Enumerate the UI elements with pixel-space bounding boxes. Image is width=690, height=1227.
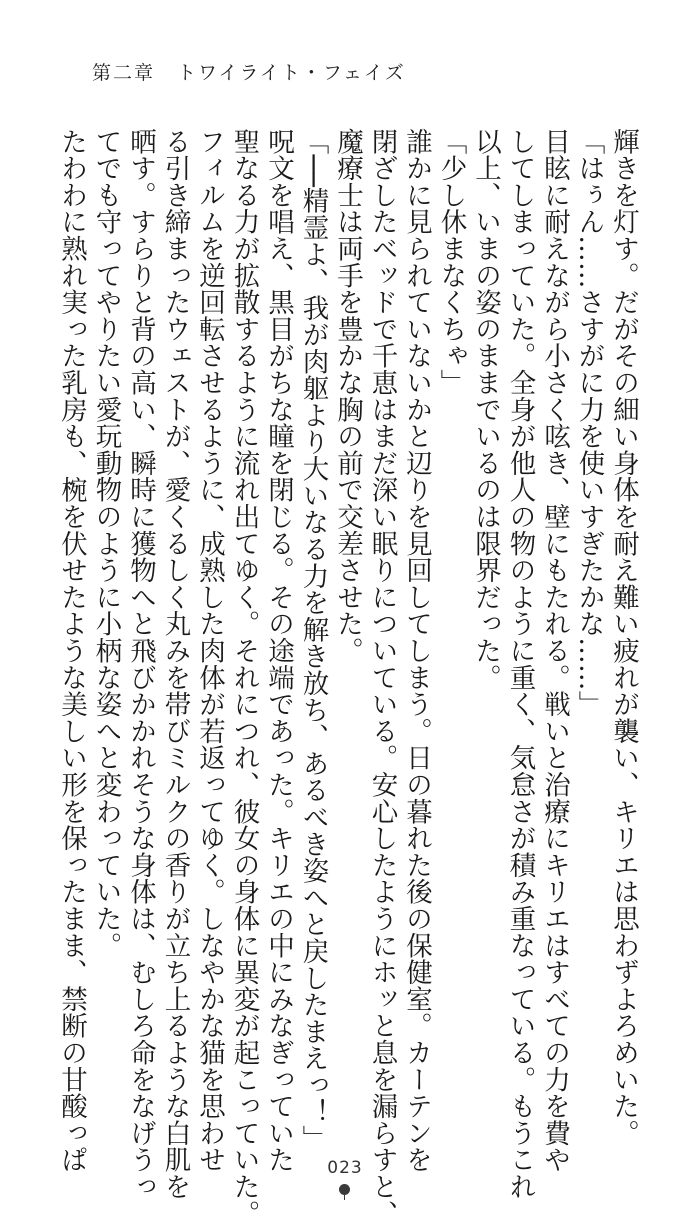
text-line: 「──精霊よ、我が肉躯より大いなる力を解き放ち、あるべき姿へと戻したまえっ！」	[297, 128, 329, 1153]
text-line: 輝きを灯す。だがその細い身体を耐え難い疲れが襲い、キリエは思わずよろめいた。	[608, 128, 639, 1147]
text-line: 「少し休まなくちゃ」	[435, 128, 467, 396]
running-head	[92, 58, 406, 85]
folio-stem-icon	[344, 1194, 345, 1200]
text-line: フィルムを逆回転させるように、成熟した肉体が若返ってゆく。しなやかな猫を思わせ	[194, 128, 225, 1174]
text-line: 以上、いまの姿のままでいるのは限界だった。	[470, 128, 501, 691]
text-line: 閉ざしたベッドで千恵はまだ深い眠りについている。安心したようにホッと息を漏らすと、	[366, 128, 398, 1227]
text-line: 聖なる力が拡散するように流れ出てゆく。それにつれ、彼女の身体に異変が起こっていた。	[228, 128, 260, 1227]
text-line: たわわに熟れ実った乳房も、椀を伏せたような美しい形を保ったまま、禁断の甘酸っぱ	[56, 128, 87, 1174]
page-number: 023	[327, 1158, 363, 1178]
text-line: 誰かに見られていないかと辺りを見回してしまう。日の暮れた後の保健室。カーテンを	[401, 128, 432, 1174]
text-line: る引き締まったウェストが、愛くるしく丸みを帯びミルクの香りが立ち上るような白肌を	[159, 128, 191, 1200]
text-line: 呪文を唱え、黒目がちな瞳を閉じる。その途端であった。キリエの中にみなぎっていた	[263, 128, 294, 1174]
chapter-number: 第二章	[92, 62, 156, 84]
text-line: 「はぅん……さすがに力を使いすぎたかな……」	[573, 128, 605, 718]
text-line: 晒す。すらりと背の高い、瞬時に獲物へと飛びかかれそうな身体は、むしろ命をなげうっ	[125, 128, 156, 1200]
chapter-title: トワイライト・フェイズ	[177, 62, 406, 84]
text-line: してしまっていた。全身が他人の物のように重く、気怠さが積み重なっている。もうこれ	[504, 128, 536, 1200]
text-line: 目眩に耐えながら小さく呟き、壁にもたれる。戦いと治療にキリエはすべての力を費や	[539, 128, 570, 1174]
text-line: 魔療士は両手を豊かな胸の前で交差させた。	[332, 128, 363, 664]
text-line: てでも守ってやりたい愛玩動物のように小柄な姿へと変わっていた。	[90, 128, 122, 959]
